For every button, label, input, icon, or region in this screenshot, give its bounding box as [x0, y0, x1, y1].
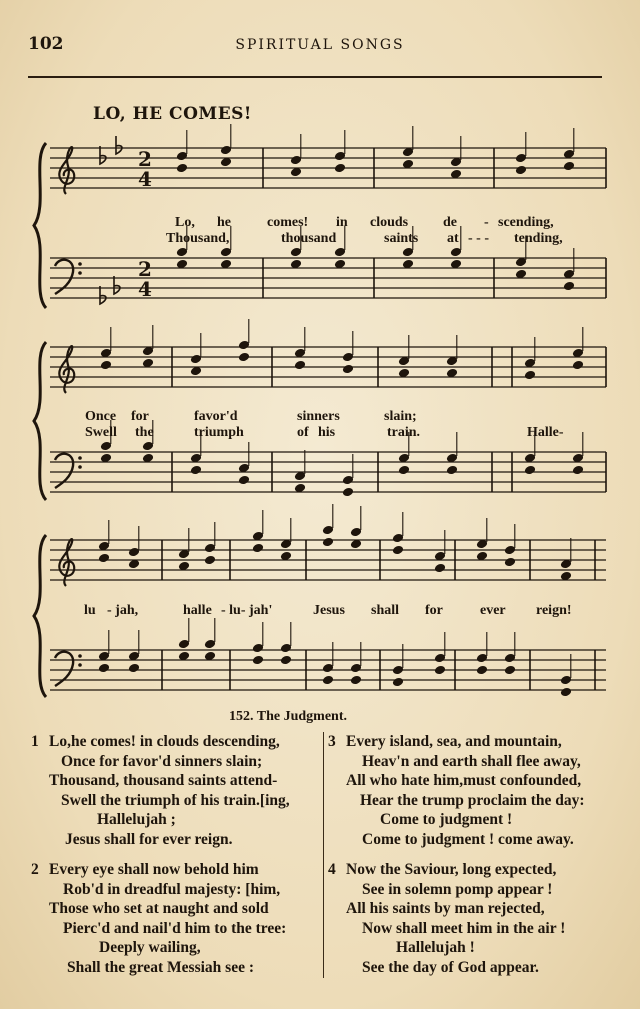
- verse-line: Rob'd in dreadful majesty: [him,: [63, 880, 281, 898]
- lyric-word: lu: [84, 603, 96, 618]
- lyric-word: sinners: [297, 409, 340, 424]
- verse-line: Hallelujah !: [396, 939, 475, 956]
- verse-number: 4: [328, 861, 336, 878]
- bass-clef-dot: [78, 465, 82, 469]
- lyric-word: de: [443, 215, 457, 230]
- lyric-word: slain;: [384, 409, 417, 424]
- lyric-word: comes!: [267, 215, 309, 230]
- verse-line: Heav'n and earth shall flee away,: [362, 752, 581, 770]
- lyric-word: tending,: [514, 231, 563, 246]
- time-signature-top: 2: [138, 147, 152, 171]
- lyric-word: - lu- jah': [221, 603, 273, 618]
- lyric-word: of: [297, 425, 309, 440]
- bass-clef-dot: [78, 271, 82, 275]
- verse-line: All who hate him,must confounded,: [346, 772, 582, 789]
- lyric-word: he: [217, 215, 231, 230]
- verse-line: Shall the great Messiah see :: [67, 958, 254, 976]
- lyric-word: shall: [371, 603, 400, 618]
- lyric-word: the: [135, 425, 154, 440]
- lyric-word: in: [336, 215, 348, 230]
- lyric-word: saints: [384, 231, 419, 246]
- verse-line: See in solemn pomp appear !: [362, 880, 553, 898]
- note-head: [238, 475, 250, 486]
- note-head: [392, 677, 404, 688]
- verse-2: [31, 860, 287, 977]
- time-signature-top: 2: [138, 257, 152, 281]
- system-brace: [34, 143, 46, 308]
- note-head: [504, 665, 516, 676]
- verse-line: Come to judgment ! come away.: [362, 830, 574, 848]
- verse-line: Hear the trump proclaim the day:: [360, 791, 585, 809]
- note-head: [563, 161, 575, 172]
- page-number: 102: [28, 34, 64, 54]
- lyric-word: Once: [85, 409, 117, 424]
- note-head: [434, 665, 446, 676]
- verse-line: Hallelujah ;: [97, 811, 176, 828]
- lyric-word: scending,: [498, 215, 554, 230]
- lyric-word: for: [425, 603, 443, 618]
- lyric-word: his: [318, 425, 336, 440]
- note-head: [176, 163, 188, 174]
- bass-clef-dot: [78, 663, 82, 667]
- note-head: [294, 360, 306, 371]
- note-head: [252, 543, 264, 554]
- note-head: [476, 665, 488, 676]
- note-head: [342, 364, 354, 375]
- note-head: [504, 557, 516, 568]
- lyric-word: clouds: [370, 215, 409, 230]
- treble-clef: [59, 539, 74, 586]
- bass-clef-dot: [78, 456, 82, 460]
- running-head: SPIRITUAL SONGS: [235, 37, 405, 53]
- note-head: [524, 370, 536, 381]
- verse-line: Once for favor'd sinners slain;: [61, 752, 263, 770]
- lyric-word: train.: [387, 425, 421, 440]
- verse-line: Thousand, thousand saints attend-: [49, 772, 278, 789]
- lyric-word: at: [447, 231, 459, 246]
- note-head: [350, 675, 362, 686]
- note-head: [524, 465, 536, 476]
- system-brace: [34, 342, 46, 500]
- lyric-word: favor'd: [194, 409, 238, 424]
- verse-number: 3: [328, 733, 336, 750]
- note-head: [334, 163, 346, 174]
- treble-clef: [59, 346, 74, 393]
- lyric-word: - - -: [468, 231, 489, 246]
- note-head: [446, 465, 458, 476]
- lyric-word: reign!: [536, 603, 572, 618]
- verse-line: Swell the triumph of his train.[ing,: [61, 791, 290, 809]
- verse-line: Those who set at naught and sold: [49, 900, 269, 917]
- note-head: [572, 465, 584, 476]
- verse-line: Deeply wailing,: [99, 939, 201, 956]
- note-head: [515, 165, 527, 176]
- lyric-word: Thousand,: [166, 231, 230, 246]
- verse-line: Now shall meet him in the air !: [362, 919, 566, 937]
- tune-title: LO, HE COMES!: [93, 104, 252, 124]
- time-signature-bottom: 4: [138, 167, 152, 191]
- verse-line: Come to judgment !: [380, 811, 513, 828]
- treble-clef: [59, 147, 74, 194]
- note-head: [398, 465, 410, 476]
- verse-line: Every island, sea, and mountain,: [346, 733, 562, 750]
- note-head: [563, 281, 575, 292]
- bass-clef-dot: [78, 262, 82, 266]
- lyric-word: -: [484, 215, 489, 230]
- verse-1: [31, 732, 290, 849]
- lyric-word: triumph: [194, 425, 244, 440]
- verse-line: All his saints by man rejected,: [346, 900, 545, 917]
- note-head: [560, 687, 572, 698]
- flat-sign: [100, 146, 106, 164]
- bass-clef-dot: [78, 654, 82, 658]
- verse-line: Jesus shall for ever reign.: [65, 830, 233, 848]
- column-divider: [323, 732, 324, 978]
- flat-sign: [116, 136, 122, 154]
- verse-3: [328, 732, 585, 849]
- note-head: [434, 563, 446, 574]
- hymn-heading: 152. The Judgment.: [229, 709, 347, 724]
- flat-sign: [114, 276, 120, 294]
- verse-line: Every eye shall now behold him: [49, 861, 259, 878]
- note-head: [238, 352, 250, 363]
- note-head: [322, 537, 334, 548]
- note-head: [322, 675, 334, 686]
- lyric-word: halle: [183, 603, 212, 618]
- system-brace: [34, 535, 46, 697]
- flat-sign: [100, 286, 106, 304]
- note-head: [128, 663, 140, 674]
- note-head: [280, 655, 292, 666]
- verse-line: Lo,he comes! in clouds descending,: [49, 733, 280, 750]
- verse-line: Now the Saviour, long expected,: [346, 861, 557, 878]
- lyric-word: Swell: [85, 425, 117, 440]
- verse-line: See the day of God appear.: [362, 958, 539, 976]
- note-head: [342, 487, 354, 498]
- lyric-word: thousand: [281, 231, 337, 246]
- bass-clef: [55, 454, 73, 488]
- note-head: [98, 553, 110, 564]
- note-head: [392, 545, 404, 556]
- bass-clef: [55, 652, 73, 686]
- note-head: [204, 555, 216, 566]
- lyric-word: Lo,: [175, 215, 195, 230]
- note-head: [100, 360, 112, 371]
- verse-number: 2: [31, 861, 39, 878]
- verse-4: [328, 860, 566, 977]
- lyric-word: for: [131, 409, 149, 424]
- time-signature-bottom: 4: [138, 277, 152, 301]
- verse-line: Pierc'd and nail'd him to the tree:: [63, 919, 287, 937]
- note-head: [572, 360, 584, 371]
- lyric-word: Halle-: [527, 425, 564, 440]
- lyric-word: - jah,: [107, 603, 139, 618]
- note-head: [252, 655, 264, 666]
- note-head: [190, 465, 202, 476]
- lyric-word: ever: [480, 603, 506, 618]
- lyric-word: Jesus: [313, 603, 345, 618]
- note-head: [98, 663, 110, 674]
- bass-clef: [55, 260, 73, 294]
- verse-number: 1: [31, 733, 39, 750]
